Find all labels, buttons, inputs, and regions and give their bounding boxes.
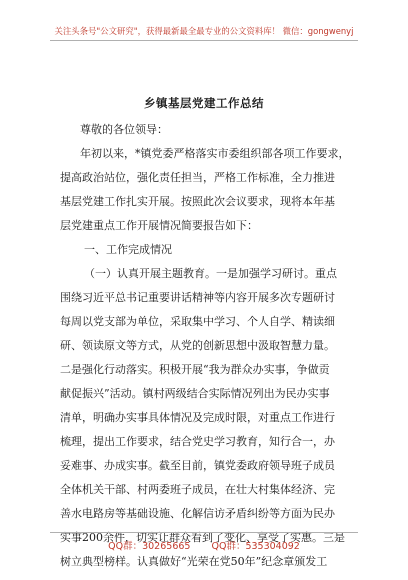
footer-divider xyxy=(50,532,358,533)
body-line: 提高政治站位，强化责任担当，严格工作标准，全力推进 xyxy=(60,171,335,184)
document-body xyxy=(0,118,408,574)
section-heading: 一、工作完成情况 xyxy=(84,243,172,256)
footer xyxy=(0,538,408,552)
body-line: 围绕习近平总书记重要讲话精神等内容开展多次专题研讨 xyxy=(60,291,335,304)
body-line: 层党建重点工作开展情况简要报告如下： xyxy=(60,219,258,232)
body-line: 每周以党支部为单位，采取集中学习、个人自学、精读细 xyxy=(60,315,335,328)
salutation: 尊敬的各位领导： xyxy=(80,123,168,136)
body-line: 献促振兴”活动。镇村两级结合实际情况列出为民办实事 xyxy=(60,387,330,400)
body-line: 妥难事、办成实事。截至目前，镇党委政府领导班子成员 xyxy=(60,459,335,472)
body-line: 实事200余件，切实让群众看到了变化、享受了实惠。三是 xyxy=(60,531,345,544)
document-title: 乡镇基层党建工作总结 xyxy=(144,96,264,110)
body-line: 清单，明确办实事具体情况及完成时限，对重点工作进行 xyxy=(60,411,335,424)
body-line: 二是强化行动落实。积极开展“我为群众办实事，争做贡 xyxy=(60,363,330,376)
body-line: （一）认真开展主题教育。一是加强学习研讨。重点 xyxy=(84,267,337,280)
header-note: 关注头条号"公文研究"，获得最新最全最专业的公文资料库！ 微信：gongwenyj xyxy=(54,26,354,36)
body-line: 善水电路房等基础设施、化解信访矛盾纠纷等方面为民办 xyxy=(60,507,335,520)
body-line: 年初以来，*镇党委严格落实市委组织部各项工作要求， xyxy=(80,147,350,160)
body-line: 基层党建工作扎实开展。按照此次会议要求，现将本年基 xyxy=(60,195,335,208)
body-line: 树立典型榜样。认真做好“光荣在党50年”纪念章颁发工 xyxy=(60,555,328,568)
header-divider xyxy=(50,40,358,41)
body-line: 梳理，提出工作要求，结合党史学习教育，知行合一，办 xyxy=(60,435,335,448)
body-line: 全体机关干部、村两委班子成员，在壮大村集体经济、完 xyxy=(60,483,335,496)
body-line: 研、领读原文等方式，从党的创新思想中汲取智慧力量。 xyxy=(60,339,335,352)
qq-group-1: QQ群：30265665 xyxy=(108,541,191,552)
qq-group-2: QQ群：535304092 xyxy=(211,541,300,552)
